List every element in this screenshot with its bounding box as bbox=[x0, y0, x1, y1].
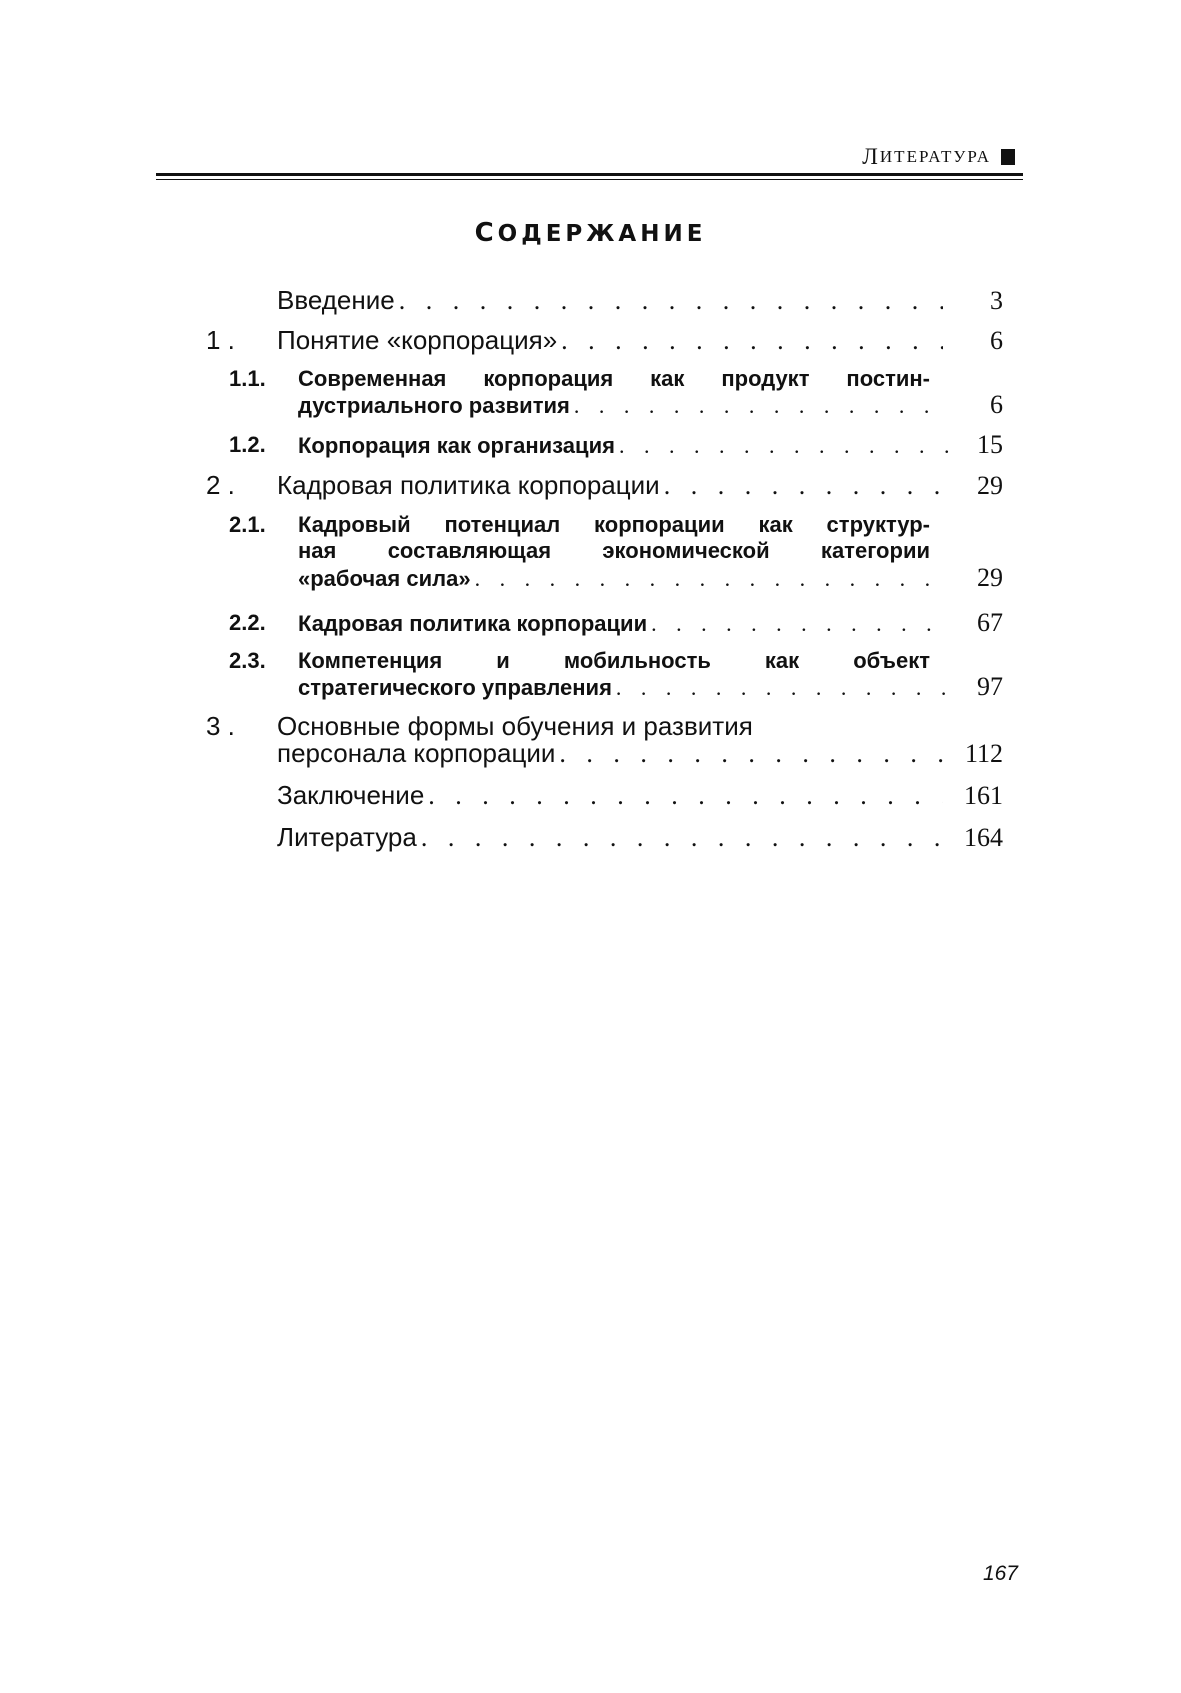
toc-entry-title-line: Компетенция и мобильность как объект bbox=[298, 648, 930, 673]
toc-entry-title-line: стратегического управления bbox=[298, 675, 612, 700]
dot-leader bbox=[616, 675, 949, 701]
toc-page-number: 29 bbox=[977, 471, 1003, 500]
toc-page-number: 164 bbox=[964, 823, 1003, 852]
page-title-rest: ОДЕРЖАНИЕ bbox=[497, 221, 707, 247]
toc-entry-title: Кадровая политика корпорации bbox=[277, 470, 660, 500]
toc-entry-title: Заключение bbox=[277, 780, 425, 810]
toc-page-number: 161 bbox=[964, 781, 1003, 810]
dot-leader bbox=[559, 740, 943, 768]
dot-leader bbox=[619, 433, 949, 459]
toc-entry-title: Корпорация как организация bbox=[298, 433, 615, 458]
toc-page-number: 67 bbox=[977, 608, 1003, 637]
dot-leader bbox=[421, 824, 943, 852]
toc-page-number: 15 bbox=[977, 430, 1003, 459]
toc-entry-title-line: Современная корпорация как продукт постин- bbox=[298, 366, 930, 391]
toc-entry-title: Кадровая политика корпорации bbox=[298, 611, 648, 636]
toc-page-number: 6 bbox=[990, 390, 1003, 419]
dot-leader bbox=[561, 327, 943, 355]
dot-leader bbox=[664, 472, 943, 500]
toc-entry-number: 2.2. bbox=[229, 610, 266, 635]
square-bullet-icon bbox=[1001, 149, 1015, 165]
toc-entry-number: 1.2. bbox=[229, 432, 266, 457]
toc-page-number: 112 bbox=[964, 739, 1003, 768]
toc-entry-title-line: ная составляющая экономической категории bbox=[298, 538, 930, 563]
page-title-initial: С bbox=[474, 218, 498, 248]
page-number: 167 bbox=[982, 1562, 1018, 1585]
toc-entry-number: 1.1. bbox=[229, 366, 266, 391]
toc-entry-title: Введение bbox=[277, 285, 395, 315]
dot-leader bbox=[399, 287, 943, 315]
toc-entry-number: 2 . bbox=[206, 470, 235, 500]
header-rule-thin bbox=[156, 179, 1023, 180]
running-head-initial: Л bbox=[862, 144, 880, 169]
running-head bbox=[862, 145, 1015, 169]
toc-entry-number: 3 . bbox=[206, 711, 235, 741]
toc-entry-title: Литература bbox=[277, 822, 417, 852]
toc-page-number: 3 bbox=[990, 286, 1003, 315]
toc-entry-title-line: Кадровый потенциал корпорации как структур- bbox=[298, 512, 930, 537]
toc-entry-title-line: дустриального развития bbox=[298, 393, 570, 418]
toc-page-number: 6 bbox=[990, 326, 1003, 355]
dot-leader bbox=[651, 611, 949, 637]
dot-leader bbox=[475, 566, 949, 592]
toc-page-number: 29 bbox=[977, 563, 1003, 592]
running-head-text: ИТЕРАТУРА bbox=[879, 147, 991, 166]
page-title bbox=[0, 218, 1181, 249]
toc-entry-number: 2.1. bbox=[229, 512, 266, 537]
toc-entry-title-line: Основные формы обучения и развития bbox=[277, 711, 753, 741]
toc-entry-number: 1 . bbox=[206, 325, 235, 355]
toc-entry-title: Понятие «корпорация» bbox=[277, 325, 558, 355]
toc-page-number: 97 bbox=[977, 672, 1003, 701]
toc-entry-title-line: персонала корпорации bbox=[277, 738, 556, 768]
toc-entry-title-line: «рабочая сила» bbox=[298, 566, 471, 591]
dot-leader bbox=[428, 782, 943, 810]
toc-entry-number: 2.3. bbox=[229, 648, 266, 673]
dot-leader bbox=[574, 393, 949, 419]
header-rule-thick bbox=[156, 173, 1023, 176]
